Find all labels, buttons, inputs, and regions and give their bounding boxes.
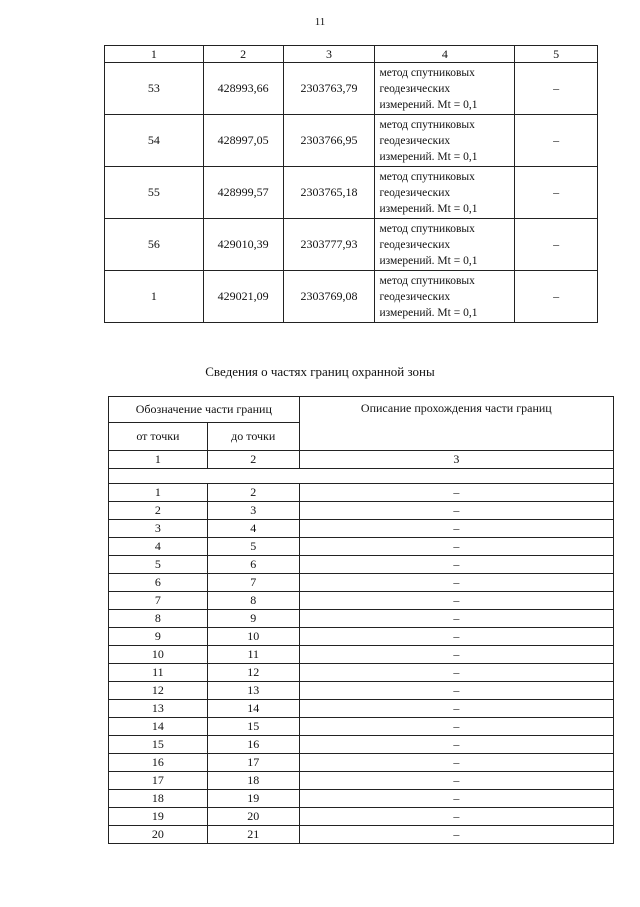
description-cell: – (299, 790, 613, 808)
method-line: измерений. Mt = 0,1 (379, 306, 478, 319)
to-point: 14 (207, 700, 299, 718)
table-row (109, 682, 614, 700)
table-row (109, 700, 614, 718)
section-title: Сведения о частях границ охранной зоны (205, 364, 435, 379)
point-number: 54 (105, 115, 204, 167)
point-number: 56 (105, 219, 204, 271)
table-row (109, 736, 614, 754)
description-cell: – (299, 556, 613, 574)
table-row (105, 167, 598, 219)
method-cell (375, 167, 515, 219)
to-point: 3 (207, 502, 299, 520)
description-cell: – (299, 592, 613, 610)
from-point: 10 (109, 646, 208, 664)
from-point: 8 (109, 610, 208, 628)
method-line: геодезических (379, 290, 451, 303)
to-point: 7 (207, 574, 299, 592)
method-line: геодезических (379, 134, 451, 147)
header-cell: 5 (515, 46, 598, 63)
method-line: метод спутниковых (379, 118, 475, 131)
page-number: 11 (314, 16, 326, 28)
from-point-header: от точки (109, 423, 208, 451)
header-cell: 4 (375, 46, 515, 63)
from-point: 3 (109, 520, 208, 538)
method-line: измерений. Mt = 0,1 (379, 150, 478, 163)
method-line: геодезических (379, 186, 451, 199)
to-point: 12 (207, 664, 299, 682)
x-coordinate: 428993,66 (203, 63, 283, 115)
to-point-header: до точки (207, 423, 299, 451)
designation-header: Обозначение части границ (109, 397, 300, 423)
method-line: измерений. Mt = 0,1 (379, 98, 478, 111)
table-row (109, 754, 614, 772)
to-point: 4 (207, 520, 299, 538)
point-number: 55 (105, 167, 204, 219)
from-point: 11 (109, 664, 208, 682)
table-row (109, 538, 614, 556)
x-coordinate: 428997,05 (203, 115, 283, 167)
to-point: 18 (207, 772, 299, 790)
table-row (109, 808, 614, 826)
method-cell (375, 271, 515, 323)
table-row (109, 790, 614, 808)
table-row (105, 115, 598, 167)
method-cell (375, 219, 515, 271)
from-point: 18 (109, 790, 208, 808)
y-coordinate: 2303765,18 (283, 167, 375, 219)
to-point: 17 (207, 754, 299, 772)
description-cell: – (299, 538, 613, 556)
y-coordinate: 2303766,95 (283, 115, 375, 167)
note-cell: – (515, 271, 598, 323)
to-point: 2 (207, 484, 299, 502)
from-point: 7 (109, 592, 208, 610)
description-cell: – (299, 808, 613, 826)
note-cell: – (515, 219, 598, 271)
y-coordinate: 2303769,08 (283, 271, 375, 323)
column-number: 2 (207, 451, 299, 469)
from-point: 2 (109, 502, 208, 520)
to-point: 5 (207, 538, 299, 556)
note-cell: – (515, 115, 598, 167)
column-number: 1 (109, 451, 208, 469)
note-cell: – (515, 63, 598, 115)
table-row (109, 592, 614, 610)
table-row (105, 271, 598, 323)
table-row (109, 646, 614, 664)
description-header: Описание прохождения части границ (299, 397, 613, 451)
description-cell: – (299, 664, 613, 682)
description-cell: – (299, 502, 613, 520)
table-row (105, 63, 598, 115)
header-cell: 1 (105, 46, 204, 63)
table-row (109, 610, 614, 628)
point-number: 1 (105, 271, 204, 323)
from-point: 12 (109, 682, 208, 700)
description-cell: – (299, 772, 613, 790)
description-cell: – (299, 754, 613, 772)
empty-cell (109, 469, 614, 484)
description-cell: – (299, 718, 613, 736)
x-coordinate: 429010,39 (203, 219, 283, 271)
from-point: 4 (109, 538, 208, 556)
x-coordinate: 428999,57 (203, 167, 283, 219)
from-point: 15 (109, 736, 208, 754)
to-point: 13 (207, 682, 299, 700)
method-cell (375, 115, 515, 167)
description-cell: – (299, 736, 613, 754)
from-point: 16 (109, 754, 208, 772)
table-row (109, 718, 614, 736)
description-cell: – (299, 574, 613, 592)
y-coordinate: 2303777,93 (283, 219, 375, 271)
column-number-row (109, 451, 614, 469)
header-row (105, 46, 598, 63)
coordinates-table (104, 45, 598, 323)
method-line: метод спутниковых (379, 222, 475, 235)
description-cell: – (299, 628, 613, 646)
to-point: 10 (207, 628, 299, 646)
empty-row (109, 469, 614, 484)
table-row (109, 574, 614, 592)
boundary-parts-table (108, 396, 614, 844)
table-row (109, 502, 614, 520)
y-coordinate: 2303763,79 (283, 63, 375, 115)
table-row (109, 826, 614, 844)
from-point: 6 (109, 574, 208, 592)
description-cell: – (299, 826, 613, 844)
description-cell: – (299, 610, 613, 628)
method-line: метод спутниковых (379, 66, 475, 79)
to-point: 21 (207, 826, 299, 844)
column-number: 3 (299, 451, 613, 469)
to-point: 8 (207, 592, 299, 610)
description-cell: – (299, 484, 613, 502)
method-line: измерений. Mt = 0,1 (379, 202, 478, 215)
header-cell: 2 (203, 46, 283, 63)
method-cell (375, 63, 515, 115)
description-cell: – (299, 682, 613, 700)
from-point: 9 (109, 628, 208, 646)
from-point: 1 (109, 484, 208, 502)
from-point: 19 (109, 808, 208, 826)
to-point: 20 (207, 808, 299, 826)
from-point: 5 (109, 556, 208, 574)
table-row (109, 484, 614, 502)
note-cell: – (515, 167, 598, 219)
table-row (109, 556, 614, 574)
table-row (109, 628, 614, 646)
table-row (105, 219, 598, 271)
to-point: 19 (207, 790, 299, 808)
description-cell: – (299, 520, 613, 538)
to-point: 9 (207, 610, 299, 628)
to-point: 16 (207, 736, 299, 754)
method-line: метод спутниковых (379, 274, 475, 287)
description-cell: – (299, 700, 613, 718)
from-point: 14 (109, 718, 208, 736)
header-cell: 3 (283, 46, 375, 63)
to-point: 6 (207, 556, 299, 574)
table-row (109, 772, 614, 790)
x-coordinate: 429021,09 (203, 271, 283, 323)
from-point: 13 (109, 700, 208, 718)
method-line: геодезических (379, 238, 451, 251)
from-point: 20 (109, 826, 208, 844)
to-point: 15 (207, 718, 299, 736)
point-number: 53 (105, 63, 204, 115)
table-row (109, 664, 614, 682)
method-line: метод спутниковых (379, 170, 475, 183)
description-cell: – (299, 646, 613, 664)
method-line: измерений. Mt = 0,1 (379, 254, 478, 267)
from-point: 17 (109, 772, 208, 790)
to-point: 11 (207, 646, 299, 664)
method-line: геодезических (379, 82, 451, 95)
header-row (109, 397, 614, 423)
table-row (109, 520, 614, 538)
